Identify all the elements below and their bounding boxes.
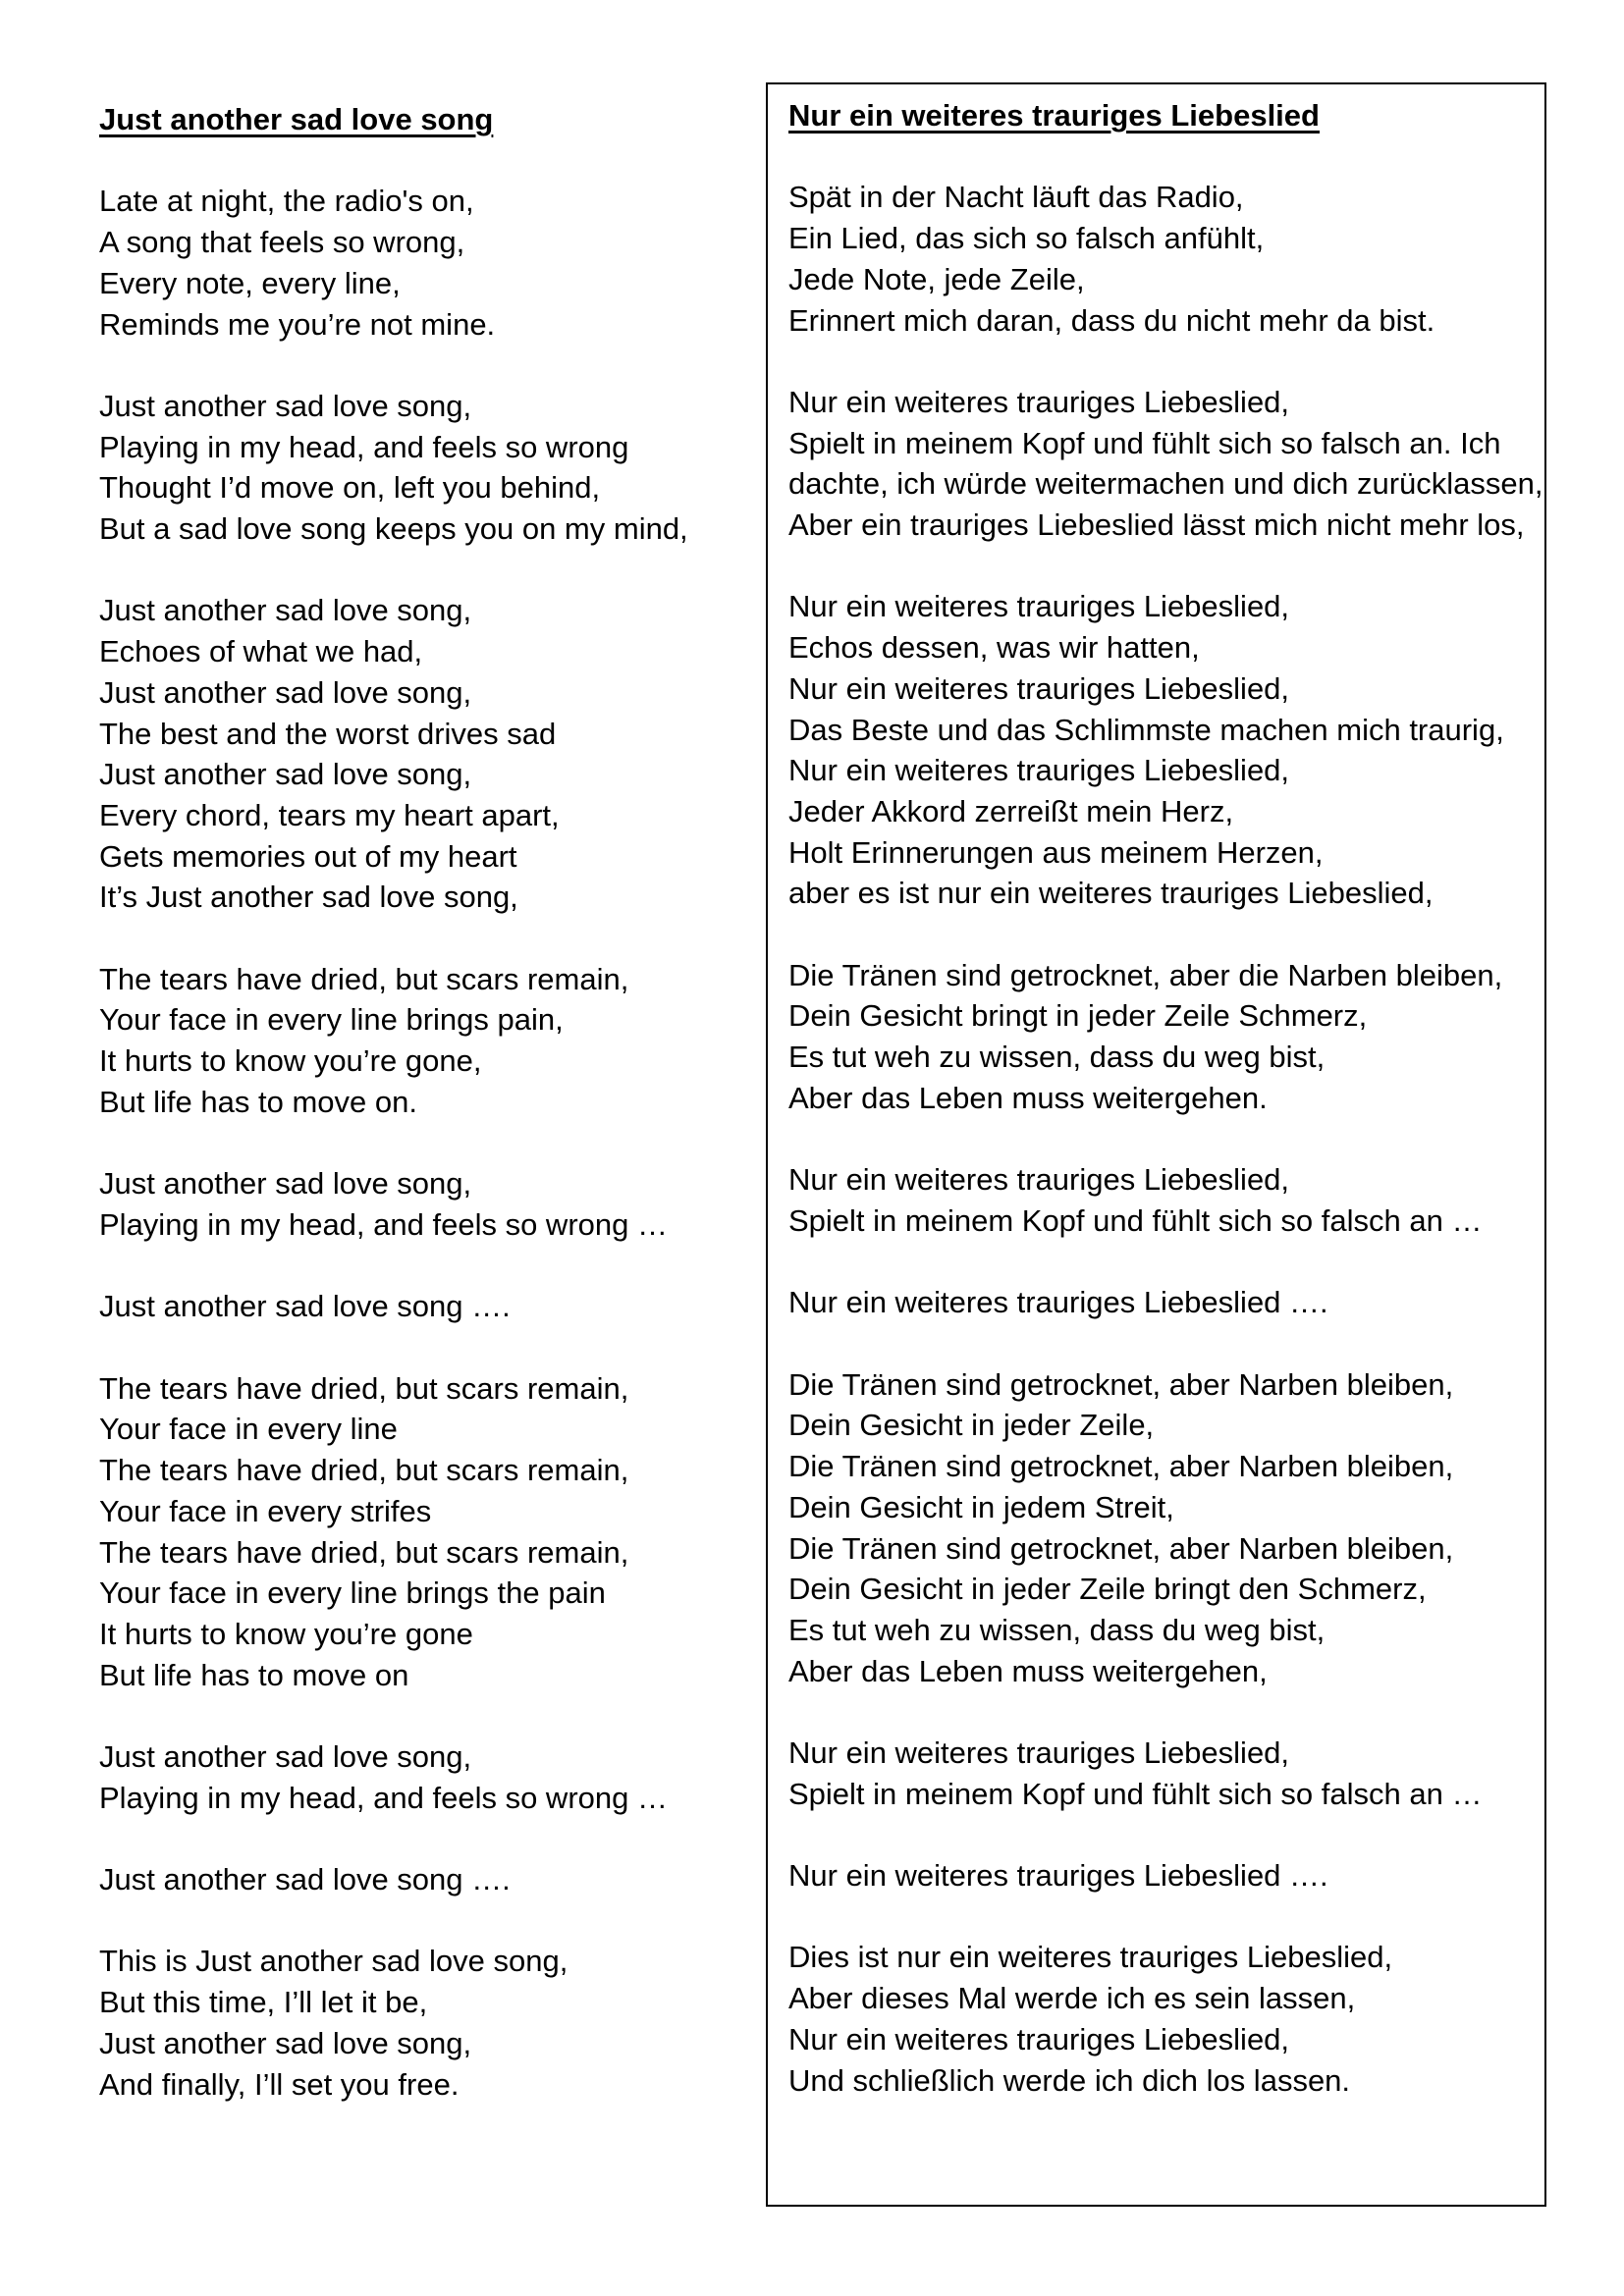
german-lyric-line: Nur ein weiteres trauriges Liebeslied, bbox=[788, 2021, 1290, 2056]
english-stanza bbox=[99, 959, 747, 1123]
german-lyric-line: Nur ein weiteres trauriges Liebeslied, bbox=[788, 753, 1290, 788]
german-stanza bbox=[788, 177, 1544, 341]
english-lyric-line: Just another sad love song …. bbox=[99, 1289, 511, 1324]
english-lyric-line: Every note, every line, bbox=[99, 265, 401, 300]
german-lyric-line: Nur ein weiteres trauriges Liebeslied, bbox=[788, 1735, 1290, 1770]
german-stanza bbox=[788, 1364, 1544, 1692]
german-lyric-line: Es tut weh zu wissen, dass du weg bist, bbox=[788, 1040, 1326, 1075]
english-lyric-line: It hurts to know you’re gone, bbox=[99, 1043, 482, 1079]
english-song-title: Just another sad love song bbox=[99, 102, 494, 136]
german-lyric-line: Ein Lied, das sich so falsch anfühlt, bbox=[788, 221, 1265, 256]
german-lyric-line: Nur ein weiteres trauriges Liebeslied, bbox=[788, 589, 1290, 624]
english-stanza bbox=[99, 386, 747, 550]
german-lyric-line: Und schließlich werde ich dich los lassen. bbox=[788, 2062, 1351, 2098]
german-lyric-line: Aber das Leben muss weitergehen, bbox=[788, 1653, 1268, 1688]
english-lyric-line: Your face in every line brings pain, bbox=[99, 1002, 564, 1038]
english-lyric-line: And finally, I’ll set you free. bbox=[99, 2066, 460, 2102]
german-lyric-line: Spät in der Nacht läuft das Radio, bbox=[788, 180, 1244, 215]
german-lyric-line: Die Tränen sind getrocknet, aber Narben bleiben, bbox=[788, 1449, 1454, 1484]
german-lyric-line: Jeder Akkord zerreißt mein Herz, bbox=[788, 793, 1234, 828]
german-lyric-line: Es tut weh zu wissen, dass du weg bist, bbox=[788, 1612, 1326, 1647]
english-stanza bbox=[99, 1859, 747, 1900]
english-lyric-line: Reminds me you’re not mine. bbox=[99, 306, 496, 342]
german-song-title: Nur ein weiteres trauriges Liebeslied bbox=[788, 98, 1320, 133]
english-lyric-line: Just another sad love song, bbox=[99, 2025, 472, 2060]
english-lyric-line: Just another sad love song, bbox=[99, 1166, 472, 1201]
english-lyric-line: Your face in every strifes bbox=[99, 1493, 432, 1528]
english-lyric-line: Every chord, tears my heart apart, bbox=[99, 797, 560, 832]
german-lyric-line: Dein Gesicht in jeder Zeile bringt den Schmerz, bbox=[788, 1572, 1427, 1607]
english-lyric-line: This is Just another sad love song, bbox=[99, 1944, 568, 1979]
english-lyric-line: But a sad love song keeps you on my mind, bbox=[99, 511, 688, 546]
german-lyric-line: Die Tränen sind getrocknet, aber Narben bleiben, bbox=[788, 1530, 1454, 1566]
english-lyric-line: Just another sad love song, bbox=[99, 674, 472, 710]
german-stanza bbox=[788, 955, 1544, 1119]
english-lyric-line: Just another sad love song, bbox=[99, 388, 472, 423]
german-lyric-line: Die Tränen sind getrocknet, aber die Narben bleiben, bbox=[788, 957, 1503, 992]
english-lyric-line: It hurts to know you’re gone bbox=[99, 1616, 473, 1651]
english-lyric-line: Just another sad love song, bbox=[99, 757, 472, 792]
english-lyric-line: Playing in my head, and feels so wrong bbox=[99, 429, 629, 464]
english-lyric-line: A song that feels so wrong, bbox=[99, 225, 465, 260]
english-lyric-line: Just another sad love song, bbox=[99, 1739, 472, 1774]
english-lyric-line: Your face in every line brings the pain bbox=[99, 1575, 606, 1611]
english-lyric-line: The tears have dried, but scars remain, bbox=[99, 1534, 629, 1570]
english-lyric-line: But life has to move on. bbox=[99, 1084, 417, 1119]
english-stanza bbox=[99, 1163, 747, 1245]
german-lyric-line: Erinnert mich daran, dass du nicht mehr da bist. bbox=[788, 302, 1435, 338]
english-lyric-line: Late at night, the radio's on, bbox=[99, 184, 474, 219]
english-lyric-line: But life has to move on bbox=[99, 1657, 409, 1692]
german-lyric-line: Nur ein weiteres trauriges Liebeslied, bbox=[788, 670, 1290, 706]
german-lyric-line: Dein Gesicht bringt in jeder Zeile Schmerz, bbox=[788, 998, 1368, 1034]
german-lyric-line: Dein Gesicht in jeder Zeile, bbox=[788, 1408, 1155, 1443]
german-stanza bbox=[788, 1282, 1544, 1323]
english-lyric-line: The tears have dried, but scars remain, bbox=[99, 1370, 629, 1406]
english-lyric-line: Playing in my head, and feels so wrong … bbox=[99, 1780, 668, 1815]
english-lyrics-column bbox=[99, 99, 747, 2105]
english-lyric-line: The best and the worst drives sad bbox=[99, 716, 557, 751]
german-lyric-line: Holt Erinnerungen aus meinem Herzen, bbox=[788, 834, 1324, 870]
german-lyric-line: Dein Gesicht in jedem Streit, bbox=[788, 1489, 1174, 1524]
german-stanza bbox=[788, 1733, 1544, 1814]
english-lyric-line: It’s Just another sad love song, bbox=[99, 880, 518, 915]
english-stanza bbox=[99, 1286, 747, 1327]
english-stanza bbox=[99, 1368, 747, 1696]
german-lyric-line: Nur ein weiteres trauriges Liebeslied, bbox=[788, 384, 1290, 419]
german-stanzas bbox=[788, 177, 1544, 2101]
german-lyric-line: Die Tränen sind getrocknet, aber Narben bleiben, bbox=[788, 1366, 1454, 1402]
german-lyrics-column bbox=[788, 95, 1544, 2101]
german-stanza bbox=[788, 382, 1544, 546]
german-stanza bbox=[788, 1937, 1544, 2101]
german-stanza bbox=[788, 586, 1544, 914]
english-lyric-line: Echoes of what we had, bbox=[99, 634, 423, 669]
german-lyric-line: Spielt in meinem Kopf und fühlt sich so falsch an. Ich bbox=[788, 425, 1501, 460]
german-lyric-line: Nur ein weiteres trauriges Liebeslied, bbox=[788, 1162, 1290, 1198]
english-stanza bbox=[99, 1941, 747, 2105]
german-lyric-line: aber es ist nur ein weiteres trauriges Liebeslied, bbox=[788, 876, 1434, 911]
german-stanza bbox=[788, 1855, 1544, 1896]
german-lyric-line: Nur ein weiteres trauriges Liebeslied …. bbox=[788, 1858, 1328, 1894]
english-stanzas bbox=[99, 181, 747, 2105]
english-lyric-line: Playing in my head, and feels so wrong … bbox=[99, 1206, 668, 1242]
german-lyric-line: Echos dessen, was wir hatten, bbox=[788, 630, 1200, 666]
german-lyric-line: Dies ist nur ein weiteres trauriges Liebeslied, bbox=[788, 1940, 1393, 1975]
german-lyric-line: Aber das Leben muss weitergehen. bbox=[788, 1080, 1268, 1115]
english-lyric-line: Gets memories out of my heart bbox=[99, 838, 517, 874]
english-lyric-line: But this time, I’ll let it be, bbox=[99, 1985, 428, 2020]
german-lyric-line: Das Beste und das Schlimmste machen mich traurig, bbox=[788, 712, 1504, 747]
english-lyric-line: The tears have dried, but scars remain, bbox=[99, 961, 629, 996]
german-lyric-line: Aber dieses Mal werde ich es sein lassen, bbox=[788, 1981, 1356, 2016]
english-stanza bbox=[99, 590, 747, 918]
german-lyric-line: dachte, ich würde weitermachen und dich zurücklassen, bbox=[788, 466, 1543, 502]
english-stanza bbox=[99, 1736, 747, 1818]
german-lyric-line: Aber ein trauriges Liebeslied lässt mich nicht mehr los, bbox=[788, 507, 1525, 542]
english-lyric-line: Just another sad love song …. bbox=[99, 1862, 511, 1897]
german-stanza bbox=[788, 1159, 1544, 1241]
english-stanza bbox=[99, 181, 747, 345]
german-lyric-line: Jede Note, jede Zeile, bbox=[788, 261, 1085, 296]
german-lyric-line: Nur ein weiteres trauriges Liebeslied …. bbox=[788, 1285, 1328, 1320]
german-lyric-line: Spielt in meinem Kopf und fühlt sich so falsch an … bbox=[788, 1776, 1483, 1811]
german-lyric-line: Spielt in meinem Kopf und fühlt sich so falsch an … bbox=[788, 1202, 1483, 1238]
english-lyric-line: Just another sad love song, bbox=[99, 593, 472, 628]
english-lyric-line: Your face in every line bbox=[99, 1412, 398, 1447]
english-lyric-line: The tears have dried, but scars remain, bbox=[99, 1453, 629, 1488]
english-lyric-line: Thought I’d move on, left you behind, bbox=[99, 470, 601, 506]
